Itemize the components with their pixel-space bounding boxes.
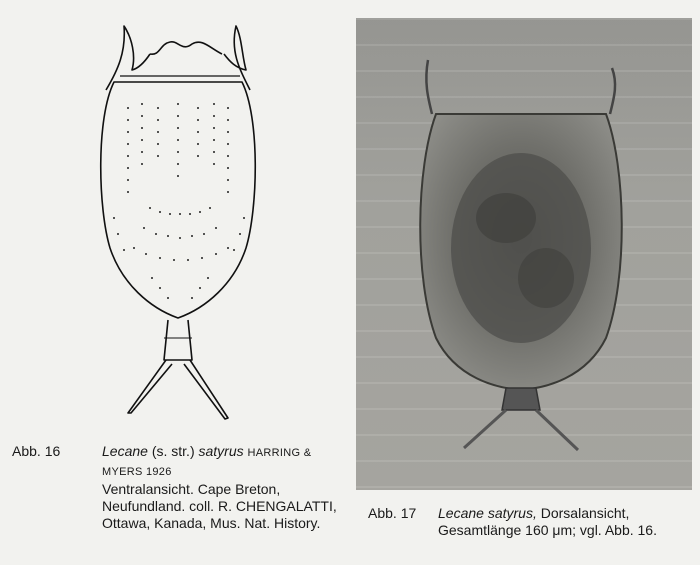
figure-17-photo (356, 18, 692, 490)
stipple-pattern (113, 103, 245, 299)
figure-16-epithet: satyrus (198, 443, 244, 459)
figure-16-number: Abb. 16 (12, 443, 61, 459)
figure-17-species: Lecane satyrus, (438, 505, 537, 521)
figure-16-caption-text: Ventralansicht. Cape Breton, Neufundland. coll. R. CHENGALATTI, Ottawa, Kanada, Mus. Nat. History. (102, 481, 337, 531)
figure-16-species: Lecane (102, 443, 148, 459)
figure-16-subgenus: (s. str.) (151, 443, 195, 459)
figure-17-length: Gesamtlänge 160 μm; vgl. Abb. 16. (438, 522, 657, 538)
figure-17-view: Dorsalansicht, (540, 505, 630, 521)
figure-16-drawing (10, 8, 345, 433)
figure-16-author: HARRING & MYERS 1926 (102, 447, 312, 478)
figure-17-number: Abb. 17 (368, 505, 417, 521)
